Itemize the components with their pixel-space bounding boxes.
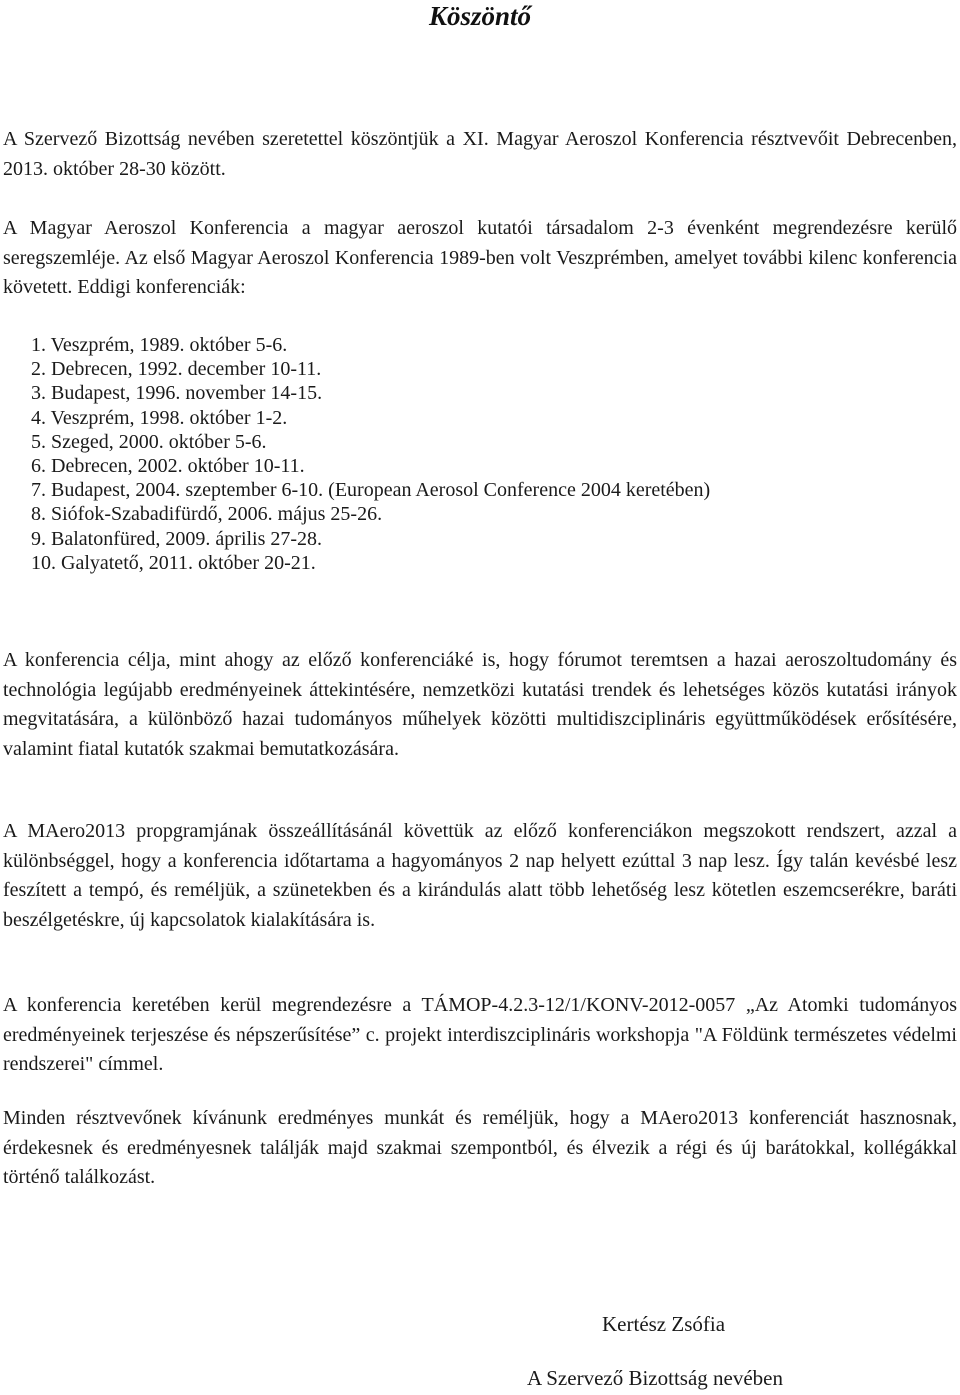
conference-list <box>31 333 951 575</box>
goal-paragraph: A konferencia célja, mint ahogy az előző konferenciáké is, hogy fórumot teremtsen a hazai aeroszoltudomány és technológia legújabb eredményeinek áttekintésére, nemzetközi kutatási trendek és lehetséges közös kutatási irányok megvitatására, a különböző hazai tudományos műhelyek közötti multidiszciplináris együttműködések erősítésére, valamint fiatal kutatók szakmai bemutatkozására. <box>3 649 957 760</box>
intro-paragraph: A Szervező Bizottság nevében szeretettel köszöntjük a XI. Magyar Aeroszol Konferencia résztvevőit Debrecenben, 2013. október 28-30 között. <box>3 128 957 180</box>
signature-role: A Szervező Bizottság nevében <box>527 1366 783 1390</box>
list-item: 5. Szeged, 2000. október 5-6. <box>31 430 267 453</box>
list-item: 6. Debrecen, 2002. október 10-11. <box>31 455 305 478</box>
list-item: 1. Veszprém, 1989. október 5-6. <box>31 334 288 356</box>
list-item: 9. Balatonfüred, 2009. április 27-28. <box>31 527 323 550</box>
list-item: 4. Veszprém, 1998. október 1-2. <box>31 406 288 429</box>
list-item: 10. Galyatető, 2011. október 20-21. <box>31 551 316 574</box>
closing-paragraph: Minden résztvevőnek kívánunk eredményes munkát és reméljük, hogy a MAero2013 konferenciát hasznosnak, érdekesnek és eredményesnek találják majd szakmai szempontból, és élvezik a régi és új barátokkal, kollégákkal történő találkozást. <box>3 1107 957 1188</box>
history-paragraph: A Magyar Aeroszol Konferencia a magyar aeroszol kutatói társadalom 2-3 évenként megrendezésre kerülő seregszemléje. Az első Magyar Aeroszol Konferencia 1989-ben volt Veszprémben, amelyet további kilenc konferencia követett. Eddigi konferenciák: <box>3 217 957 298</box>
list-item: 8. Siófok-Szabadifürdő, 2006. május 25-26. <box>31 503 383 526</box>
list-item: 7. Budapest, 2004. szeptember 6-10. (European Aerosol Conference 2004 keretében) <box>31 479 711 502</box>
list-item: 2. Debrecen, 1992. december 10-11. <box>31 358 322 381</box>
list-item: 3. Budapest, 1996. november 14-15. <box>31 382 323 405</box>
signature-name: Kertész Zsófia <box>602 1312 726 1336</box>
page-title: Köszöntő <box>428 1 532 31</box>
workshop-paragraph: A konferencia keretében kerül megrendezésre a TÁMOP-4.2.3-12/1/KONV-2012-0057 „Az Atomki tudományos eredményeinek terjeszése és népszerűsítése” c. projekt interdiszciplináris workshopja "A Földünk természetes védelmi rendszerei" címmel. <box>3 994 957 1075</box>
program-paragraph: A MAero2013 propgramjának összeállításánál követtük az előző konferenciákon megszokott rendszert, azzal a különbséggel, hogy a konferencia időtartama a hagyományos 2 nap helyett ezúttal 3 nap lesz. Így talán kevésbé lesz feszített a tempó, és reméljük, a szünetekben és a kirándulás alatt több lehetőség lesz kötetlen eszemcserékre, baráti beszélgetéskre, új kapcsolatok kialakítására is. <box>3 820 957 931</box>
